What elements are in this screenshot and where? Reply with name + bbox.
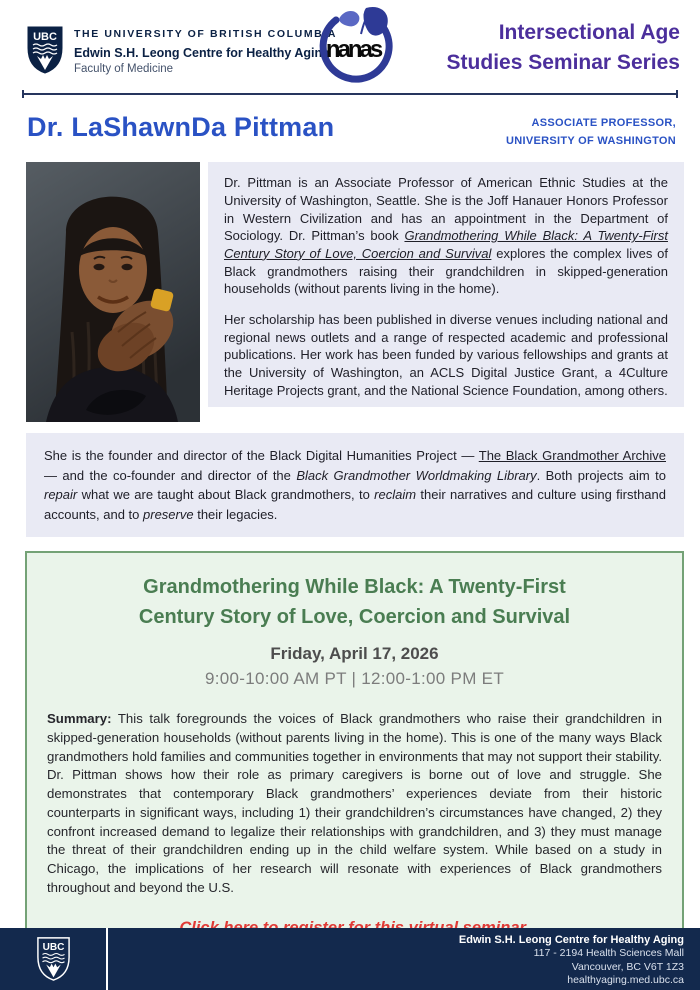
footer-divider <box>106 928 108 990</box>
header <box>0 0 700 93</box>
svg-text:UBC: UBC <box>42 941 65 953</box>
footer-org-name: Edwin S.H. Leong Centre for Healthy Aging <box>458 934 684 946</box>
series-title-line2: Studies Seminar Series <box>446 50 680 74</box>
speaker-header <box>0 95 700 162</box>
footer-address-line1: 117 - 2194 Health Sciences Mall <box>533 947 684 959</box>
seminar-title: Grandmothering While Black: A Twenty-First Century Story of Love, Coercion and Survival <box>138 576 571 629</box>
projects-box <box>26 433 684 537</box>
seminar-date: Friday, April 17, 2026 <box>270 644 439 664</box>
bio-section <box>0 162 700 422</box>
footer <box>0 928 700 990</box>
header-divider <box>22 93 678 95</box>
series-title-line1: Intersectional Age <box>498 21 680 44</box>
speaker-portrait-photo <box>26 162 200 422</box>
svg-text:nanas: nanas <box>325 36 381 63</box>
speaker-name: Dr. LaShawnDa Pittman <box>27 112 335 142</box>
centre-name: Edwin S.H. Leong Centre for Healthy Aging <box>74 46 330 60</box>
ubc-shield-footer-icon <box>37 937 70 986</box>
speaker-affiliation <box>506 115 676 150</box>
affiliation-line1: ASSOCIATE PROFESSOR, <box>531 117 676 129</box>
seminar-summary: Summary: This talk foregrounds the voices of Black grandmothers who raise their grandchildren in skipped-generation households (without parents living in the home). This is one of the many ways Black grandmothers hold families and communities together in environments that may not support their stability. Dr. Pittman shows how their role as primary caregivers is borne out of love and struggle. She demonstrates that contemporary Black grandmothers’ experiences deviate from their historic counterparts in significant ways, including 1) their grandchildren’s circumstances have changed, 2) they confront increased demand to legalize their relationships with grandchildren, and 3) they must manage the threat of their grandchildren ending up in the child welfare system. While based on a study in Chicago, the implications of her research will resonate with experiences of Black grandmothers throughout and beyond the U.S. <box>47 711 662 895</box>
seminar-time: 9:00-10:00 AM PT | 12:00-1:00 PM ET <box>204 669 505 689</box>
footer-address-line2: Vancouver, BC V6T 1Z3 <box>571 960 684 973</box>
ubc-lockup-text <box>74 26 337 75</box>
svg-text:UBC: UBC <box>33 31 57 43</box>
bio-box <box>208 162 684 407</box>
bio-paragraph-1: Dr. Pittman is an Associate Professor of American Ethnic Studies at the University of Washington, Seattle. She is the Joff Hanauer Honors Professor in Western Civilization and has an appointment in the Department of Sociology. Dr. Pittman’s book Grandmothering While Black: A Twenty-First Century Story of Love, Coercion and Survival explores the complex lives of Black grandmothers raising their grandchildren in skipped-generation households (without parents living in the home). <box>224 175 668 297</box>
affiliation-line2: UNIVERSITY OF WASHINGTON <box>506 134 676 147</box>
faculty-name: Faculty of Medicine <box>74 63 174 75</box>
footer-website-link[interactable]: healthyaging.med.ubc.ca <box>567 974 684 986</box>
series-title <box>447 18 680 78</box>
university-name: THE UNIVERSITY OF BRITISH COLUMBIA <box>74 28 338 40</box>
bio-paragraph-2: Her scholarship has been published in diverse venues including national and regional news outlets and a range of respected academic and professional publications. Her work has been funded by various fellowships and grants at the University of Washington, an ACLS Digital Justice Grant, a 4Culture Heritage Projects grant, and the National Science Foundation, among others. <box>224 311 668 398</box>
bio-paragraph-3: She is the founder and director of the Black Digital Humanities Project — The Black Grandmother Archive — and the co-founder and director of the Black Grandmother Worldmaking Library. Both projects aim to repair what we are taught about Black grandmothers, to reclaim their narratives and culture using firsthand accounts, and to preserve their legacies. <box>44 448 666 522</box>
nanas-logo-icon <box>303 4 403 95</box>
ubc-lockup <box>27 26 337 79</box>
seminar-box <box>25 551 684 959</box>
footer-contact <box>459 933 684 988</box>
ubc-shield-icon <box>27 26 63 79</box>
